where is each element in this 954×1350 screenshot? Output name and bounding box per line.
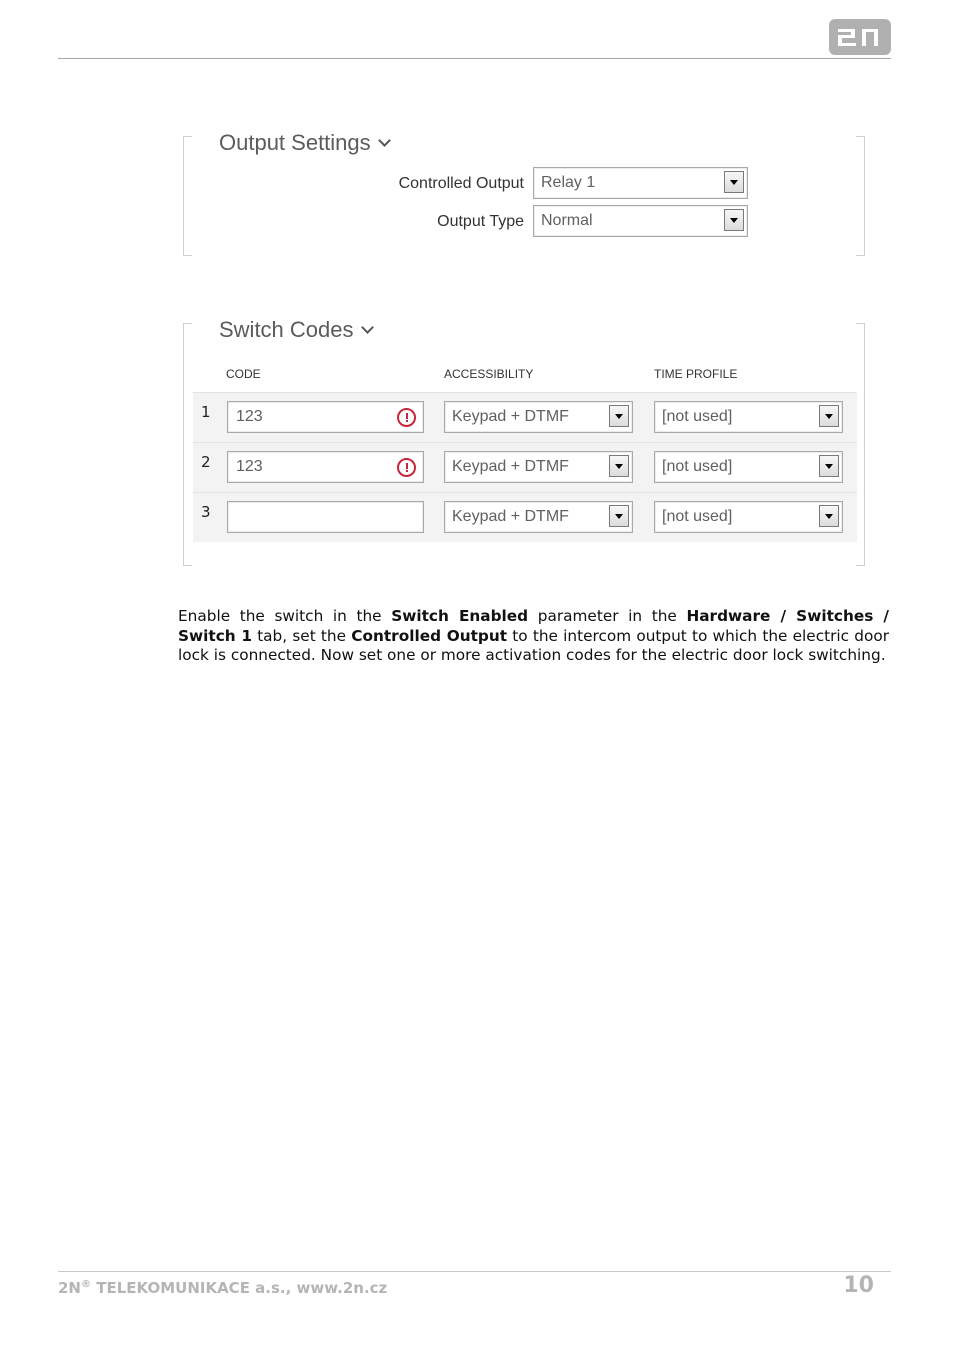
dropdown-arrow-icon	[609, 505, 629, 527]
row-number: 2	[201, 453, 211, 471]
page-number: 10	[843, 1273, 874, 1298]
output-settings-title[interactable]: Output Settings	[219, 130, 389, 156]
output-type-label: Output Type	[437, 213, 524, 230]
column-header-accessibility: ACCESSIBILITY	[444, 367, 534, 381]
column-header-time-profile: TIME PROFILE	[654, 367, 738, 381]
dropdown-arrow-icon	[819, 505, 839, 527]
chevron-down-icon	[378, 134, 391, 147]
instruction-paragraph: Enable the switch in the Switch Enabled parameter in the Hardware / Switches / Switch 1 tab, set the Controlled Output to the intercom output to which the electric door lock is connected. Now set one or more activation codes for the electric door lock switching.	[178, 607, 889, 664]
panel-bracket-left	[183, 323, 193, 566]
dropdown-arrow-icon	[724, 171, 744, 193]
header-line	[58, 58, 891, 59]
panel-bracket-right	[855, 136, 865, 256]
time-profile-select[interactable]: [not used]	[654, 451, 843, 483]
code-input[interactable]: 123	[227, 451, 424, 483]
controlled-output-select[interactable]: Relay 1	[533, 167, 748, 199]
dropdown-arrow-icon	[724, 209, 744, 231]
2n-logo	[829, 19, 891, 55]
dropdown-arrow-icon	[609, 455, 629, 477]
code-input[interactable]: 123	[227, 401, 424, 433]
dropdown-arrow-icon	[609, 405, 629, 427]
controlled-output-label: Controlled Output	[398, 175, 524, 192]
table-row	[193, 493, 857, 542]
switch-codes-title[interactable]: Switch Codes	[219, 317, 372, 343]
row-number: 1	[201, 403, 211, 421]
row-number: 3	[201, 503, 211, 521]
warning-icon	[397, 408, 416, 427]
term-switch-enabled: Switch Enabled	[391, 607, 529, 625]
output-settings-panel	[183, 130, 865, 256]
term-hardware-switches: Hardware / Switches / Switch 1	[178, 607, 889, 645]
time-profile-select[interactable]: [not used]	[654, 401, 843, 433]
accessibility-select[interactable]: Keypad + DTMF	[444, 501, 633, 533]
accessibility-select[interactable]: Keypad + DTMF	[444, 451, 633, 483]
footer-company: 2N® TELEKOMUNIKACE a.s., www.2n.cz	[58, 1279, 388, 1297]
code-input[interactable]	[227, 501, 424, 533]
chevron-down-icon	[361, 321, 374, 334]
accessibility-select[interactable]: Keypad + DTMF	[444, 401, 633, 433]
dropdown-arrow-icon	[819, 405, 839, 427]
panel-bracket-left	[183, 136, 193, 256]
table-row	[193, 393, 857, 442]
table-row	[193, 443, 857, 492]
column-header-code: CODE	[226, 367, 261, 381]
switch-codes-panel	[183, 317, 865, 566]
footer-line	[58, 1271, 891, 1272]
term-controlled-output: Controlled Output	[351, 626, 508, 645]
warning-icon	[397, 458, 416, 477]
output-type-select[interactable]: Normal	[533, 205, 748, 237]
dropdown-arrow-icon	[819, 455, 839, 477]
time-profile-select[interactable]: [not used]	[654, 501, 843, 533]
